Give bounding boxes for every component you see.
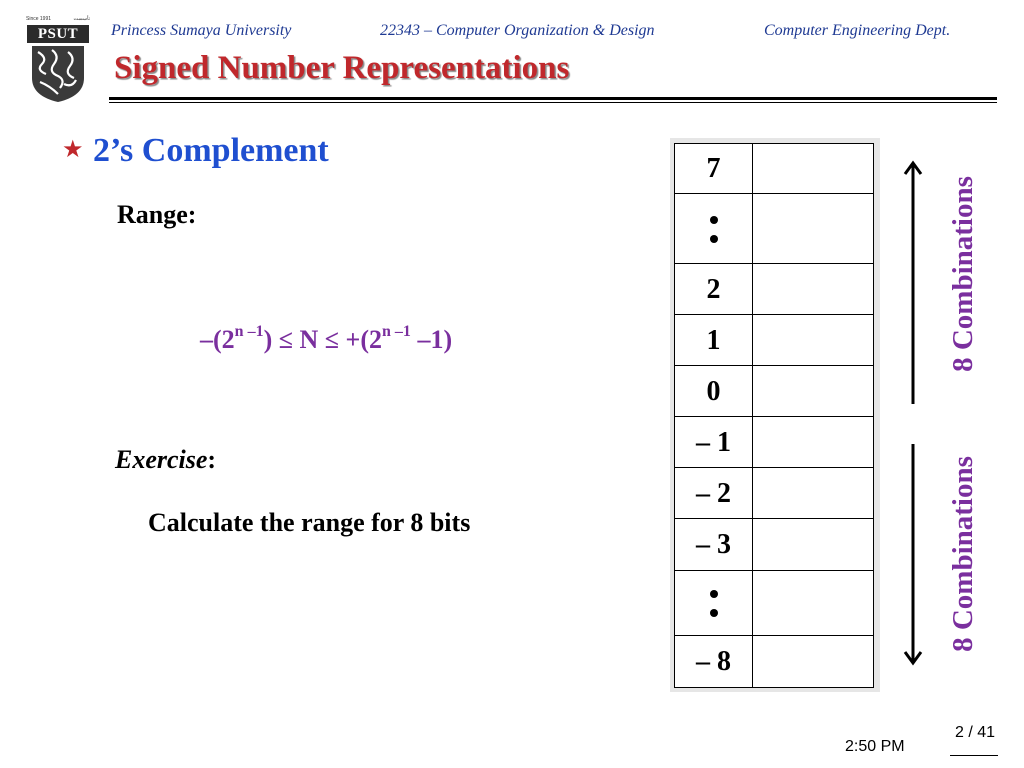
title-rule [109, 97, 997, 100]
footer-time: 2:50 PM [845, 738, 905, 755]
table-cell-empty [753, 416, 874, 469]
up-arrow-icon [900, 160, 926, 406]
table-cell-empty [753, 635, 874, 688]
section-heading: 2’s Complement [93, 132, 329, 169]
table-cell-empty [753, 143, 874, 195]
page-number: 2 / 41 [955, 724, 996, 741]
table-row: 0 [674, 365, 753, 418]
header-university: Princess Sumaya University [111, 22, 292, 39]
logo-since: Since 1991 تأسست [26, 16, 90, 22]
table-row: 1 [674, 314, 753, 367]
table-row-ellipsis [674, 193, 753, 265]
table-cell-empty [753, 467, 874, 520]
table-cell-empty [753, 193, 874, 265]
logo-text: PSUT [27, 25, 89, 43]
logo-emblem-icon [30, 44, 86, 104]
exercise-label: Exercise: [115, 445, 217, 474]
upper-combinations-label: 8 Combinations [947, 176, 979, 372]
table-row: – 2 [674, 467, 753, 520]
table-cell-empty [753, 518, 874, 572]
lower-combinations-label: 8 Combinations [947, 456, 979, 652]
table-row: 2 [674, 263, 753, 316]
table-row: – 1 [674, 416, 753, 469]
down-arrow-icon [900, 444, 926, 666]
table-row-ellipsis [674, 570, 753, 637]
exercise-text: Calculate the range for 8 bits [148, 508, 471, 537]
table-cell-empty [753, 314, 874, 367]
range-label: Range: [117, 200, 197, 229]
table-row: 7 [674, 143, 753, 195]
page-underline [950, 755, 998, 756]
vertical-ellipsis-icon [710, 590, 718, 617]
title-rule-thin [109, 102, 997, 103]
range-formula: $-(2^{n -1}) \le N \le +(2^{n -1}$ –1) [200, 323, 453, 354]
header-course: 22343 – Computer Organization & Design [380, 22, 655, 39]
table-row: – 3 [674, 518, 753, 572]
star-bullet-icon: ★ [62, 137, 84, 163]
slide-title: Signed Number Representations [114, 50, 570, 86]
table-cell-empty [753, 570, 874, 637]
table-cell-empty [753, 365, 874, 418]
header-department: Computer Engineering Dept. [764, 22, 951, 39]
table-row: – 8 [674, 635, 753, 688]
table-cell-empty [753, 263, 874, 316]
vertical-ellipsis-icon [710, 216, 718, 243]
psut-logo [26, 16, 90, 104]
